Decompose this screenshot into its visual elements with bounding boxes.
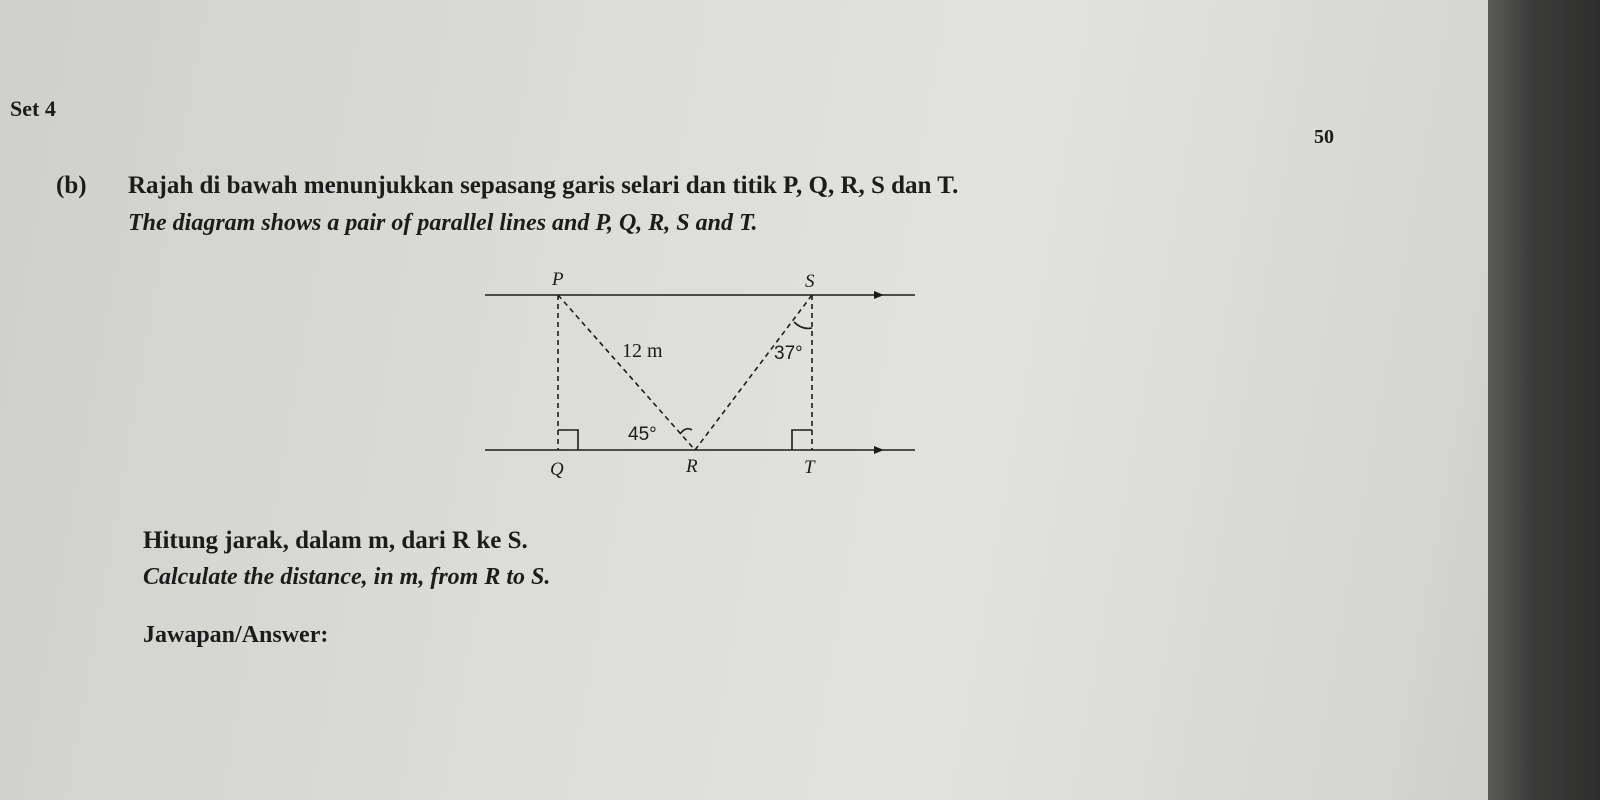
- answer-label: Jawapan/Answer:: [143, 622, 329, 648]
- right-angle-mark-T: [792, 430, 812, 450]
- question-part-label: (b): [56, 172, 87, 199]
- segment-PR: [558, 295, 695, 450]
- angle-arc-S: [794, 322, 812, 328]
- angle-arc-R: [680, 429, 692, 434]
- segment-RS: [695, 295, 812, 450]
- parallel-lines-diagram: [480, 260, 930, 490]
- right-angle-mark-Q: [558, 430, 578, 450]
- task-text-malay: Hitung jarak, dalam m, dari R ke S.: [143, 527, 528, 554]
- point-label-P: P: [552, 269, 564, 290]
- point-label-Q: Q: [550, 459, 564, 480]
- question-text-malay: Rajah di bawah menunjukkan sepasang garis selari dan titik P, Q, R, S dan T.: [128, 172, 959, 199]
- point-label-S: S: [805, 271, 815, 292]
- top-line-arrow: [874, 291, 884, 299]
- page-number: 50: [1314, 126, 1334, 148]
- length-label-PR: 12 m: [622, 340, 663, 362]
- page-edge-shadow: [1488, 0, 1600, 800]
- angle-label-R: 45°: [628, 424, 657, 445]
- bottom-line-arrow: [874, 446, 884, 454]
- point-label-R: R: [686, 456, 698, 477]
- point-label-T: T: [804, 457, 815, 478]
- task-text-english: Calculate the distance, in m, from R to S.: [143, 564, 551, 590]
- angle-label-S: 37°: [774, 343, 803, 364]
- question-text-english: The diagram shows a pair of parallel lines and P, Q, R, S and T.: [128, 210, 758, 236]
- set-label: Set 4: [10, 96, 56, 121]
